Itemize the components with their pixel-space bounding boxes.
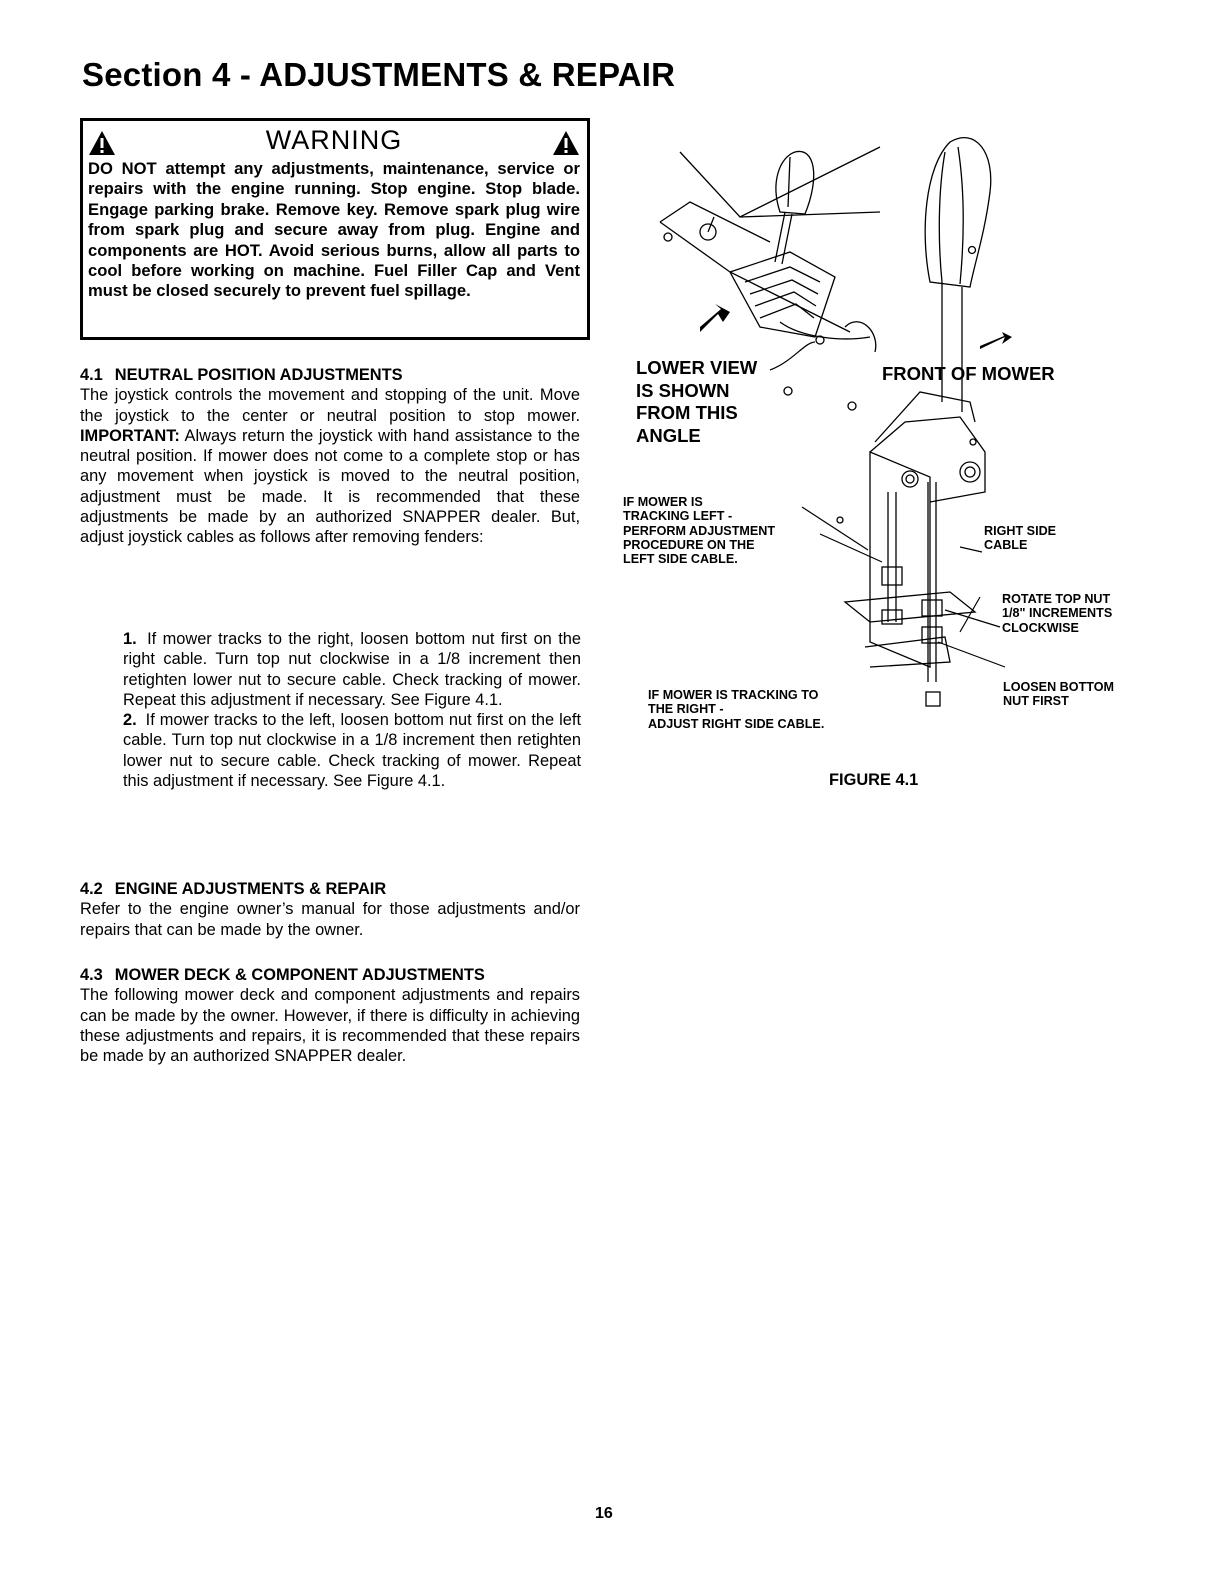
figure-caption: FIGURE 4.1 [829, 771, 919, 789]
intro-text: The joystick controls the movement and stopping of the unit. Move the joystick to the center or neutral position to stop mower. [80, 386, 580, 425]
figure-label-tracking-right: IF MOWER IS TRACKING TO THE RIGHT - ADJUST RIGHT SIDE CABLE. [648, 688, 825, 731]
figure-label-tracking-left: IF MOWER IS TRACKING LEFT - PERFORM ADJUSTMENT PROCEDURE ON THE LEFT SIDE CABLE. [623, 495, 776, 567]
section-number: 4.1 [80, 366, 103, 384]
warning-title: WARNING [265, 125, 403, 155]
figure-label-right-side-cable: RIGHT SIDE CABLE [984, 524, 1057, 553]
section-4-3 [80, 965, 580, 1066]
figure-label-lower-view: LOWER VIEW IS SHOWN FROM THIS ANGLE [636, 357, 758, 446]
section-number: 4.2 [80, 880, 103, 898]
section-heading [80, 879, 580, 899]
section-4-1 [80, 365, 580, 548]
section-heading [80, 365, 580, 385]
section-title: NEUTRAL POSITION ADJUSTMENTS [114, 366, 403, 384]
section-number: 4.3 [80, 966, 103, 984]
step-text: If mower tracks to the right, loosen bottom nut first on the right cable. Turn top nut clockwise in a 1/8 increment then retighten lower nut to secure cable. Check tracking of mower. Repeat this adjustment if necessary. See Figure 4.1. [123, 630, 581, 709]
warning-triangle-icon [552, 130, 580, 156]
warning-box [80, 118, 590, 340]
figure-label-rotate-top-nut: ROTATE TOP NUT 1/8" INCREMENTS CLOCKWISE [1002, 592, 1113, 635]
section-body: Refer to the engine owner’s manual for those adjustments and/or repairs that can be made by the owner. [80, 900, 580, 939]
figure-4-1 [620, 122, 1150, 762]
figure-label-loosen-bottom: LOOSEN BOTTOM NUT FIRST [1003, 680, 1115, 709]
list-item [123, 710, 581, 791]
section-4-2 [80, 879, 580, 940]
page-number: 16 [595, 1505, 613, 1522]
intro-text-continued: Always return the joystick with hand assistance to the neutral position. If mower does not come to a complete stop or has any movement when joystick is moved to the neutral position, adjustment must be made. It is recommended that these adjustments be made by an authorized SNAPPER dealer. But, adjust joystick cables as follows after removing fenders: [80, 426, 580, 547]
adjustment-steps [123, 629, 581, 791]
important-label: IMPORTANT: [80, 426, 180, 445]
figure-label-front-of-mower: FRONT OF MOWER [882, 363, 1055, 384]
step-text: If mower tracks to the left, loosen bottom nut first on the left cable. Turn top nut clockwise in a 1/8 increment then retighten lower nut to secure cable. Check tracking of mower. Repeat this adjustment if necessary. See Figure 4.1. [123, 711, 581, 791]
section-body [80, 385, 580, 547]
section-title: ENGINE ADJUSTMENTS & REPAIR [114, 880, 387, 898]
warning-text: DO NOT attempt any adjustments, maintenance, service or repairs with the engine running. Stop engine. Stop blade. Engage parking brake. Remove key. Remove spark plug wire from spark plug and secure away from plug. Engine and components are HOT. Avoid serious burns, allow all parts to cool before working on machine. Fuel Filler Cap and Vent must be closed securely to prevent fuel spillage. [88, 159, 580, 301]
step-number: 2. [123, 711, 137, 730]
warning-header [88, 125, 580, 159]
step-number: 1. [123, 630, 137, 648]
section-body: The following mower deck and component adjustments and repairs can be made by the owner. However, if there is difficulty in achieving these adjustments and repairs, it is recommended that these repairs be made by an authorized SNAPPER dealer. [80, 986, 580, 1066]
section-heading [80, 965, 580, 985]
page-title: Section 4 - ADJUSTMENTS & REPAIR [82, 56, 676, 93]
section-title: MOWER DECK & COMPONENT ADJUSTMENTS [114, 966, 485, 984]
list-item [123, 629, 581, 710]
